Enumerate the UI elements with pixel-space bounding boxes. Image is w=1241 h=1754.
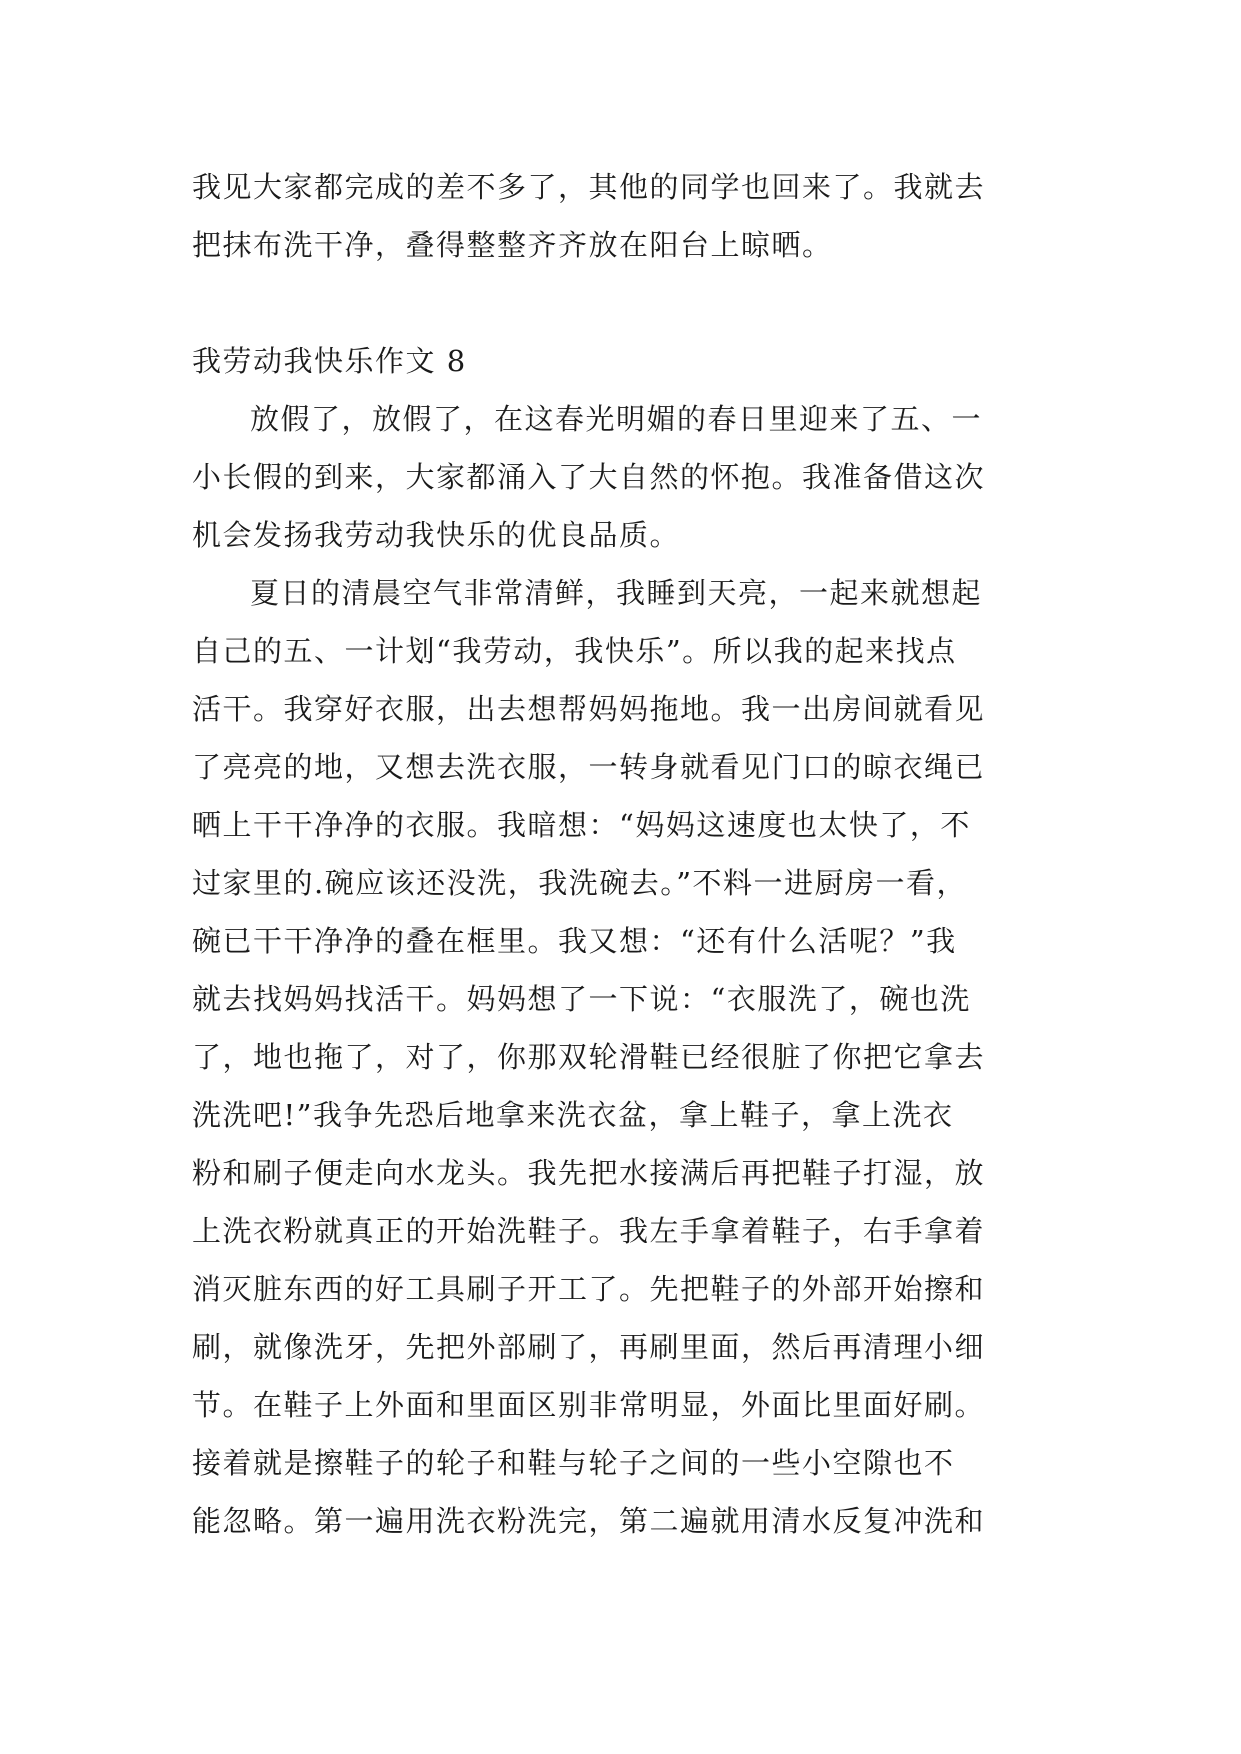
text-line: 我见大家都完成的差不多了，其他的同学也回来了。我就去 (192, 170, 986, 204)
text-line: 自己的五、一计划“我劳动，我快乐”。所以我的起来找点 (192, 634, 957, 668)
section-title (192, 332, 1047, 390)
text-line: 就去找妈妈找活干。妈妈想了一下说：“衣服洗了，碗也洗 (192, 982, 971, 1016)
text-line: 消灭脏东西的好工具刷子开工了。先把鞋子的外部开始擦和 (192, 1272, 986, 1306)
section-title-text: 我劳动我快乐作文 8 (192, 344, 467, 378)
text-line: 碗已干干净净的叠在框里。我又想：“还有什么活呢？”我 (192, 924, 957, 958)
paragraph-gap (192, 274, 1047, 332)
text-line: 了亮亮的地，又想去洗衣服，一转身就看见门口的晾衣绳已 (192, 750, 986, 784)
text-line: 能忽略。第一遍用洗衣粉洗完，第二遍就用清水反复冲洗和 (192, 1504, 986, 1538)
text-line: 夏日的清晨空气非常清鲜，我睡到天亮，一起来就想起 (250, 576, 983, 610)
text-line: 节。在鞋子上外面和里面区别非常明显，外面比里面好刷。 (192, 1388, 986, 1422)
text-line: 小长假的到来，大家都涌入了大自然的怀抱。我准备借这次 (192, 460, 986, 494)
text-line: 上洗衣粉就真正的开始洗鞋子。我左手拿着鞋子，右手拿着 (192, 1214, 986, 1248)
text-line: 机会发扬我劳动我快乐的优良品质。 (192, 518, 681, 552)
text-line: 活干。我穿好衣服，出去想帮妈妈拖地。我一出房间就看见 (192, 692, 986, 726)
document-body (192, 158, 1047, 1550)
text-line: 把抹布洗干净，叠得整整齐齐放在阳台上晾晒。 (192, 228, 833, 262)
text-line: 刷，就像洗牙，先把外部刷了，再刷里面，然后再清理小细 (192, 1330, 986, 1364)
text-line: 晒上干干净净的衣服。我暗想：“妈妈这速度也太快了，不 (192, 808, 971, 842)
text-line: 粉和刷子便走向水龙头。我先把水接满后再把鞋子打湿，放 (192, 1156, 986, 1190)
text-line: 洗洗吧!”我争先恐后地拿来洗衣盆，拿上鞋子，拿上洗衣 (192, 1098, 954, 1132)
text-line: 放假了，放假了，在这春光明媚的春日里迎来了五、一 (250, 402, 983, 436)
paragraph-2 (192, 564, 1047, 1550)
paragraph-1 (192, 390, 1047, 564)
text-line: 过家里的.碗应该还没洗，我洗碗去。”不料一进厨房一看， (192, 866, 968, 900)
text-line: 了，地也拖了，对了，你那双轮滑鞋已经很脏了你把它拿去 (192, 1040, 986, 1074)
text-line: 接着就是擦鞋子的轮子和鞋与轮子之间的一些小空隙也不 (192, 1446, 955, 1480)
intro-paragraph (192, 158, 1047, 274)
